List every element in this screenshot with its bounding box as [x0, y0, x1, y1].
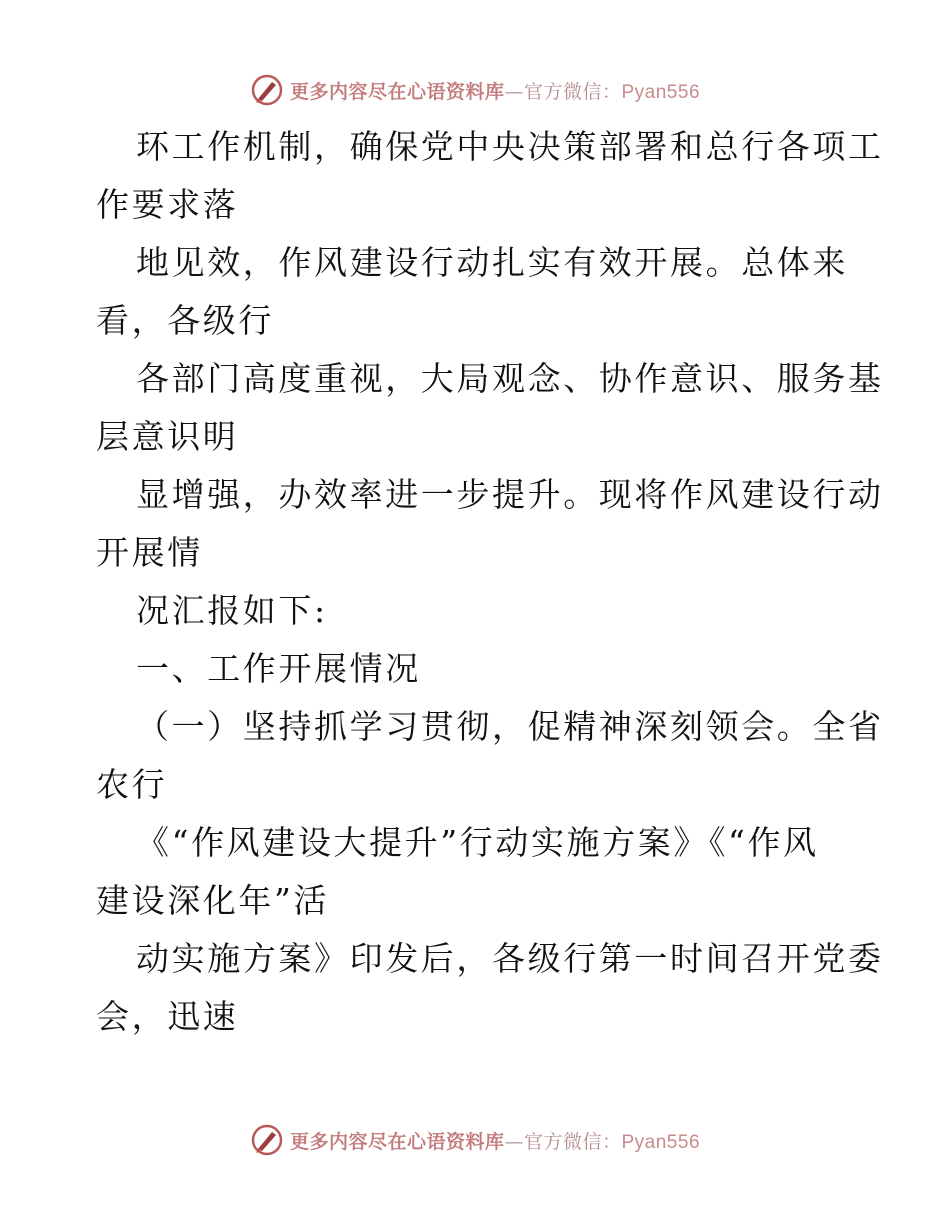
text-line: 各部门高度重视，大局观念、协作意识、服务基 [136, 359, 884, 398]
text-line: 会，迅速 [96, 997, 239, 1036]
text-line: 开展情 [96, 533, 203, 572]
document-body [96, 118, 884, 1046]
pen-logo-icon [250, 73, 284, 107]
text-line: 农行 [96, 765, 168, 804]
text-line: 《“作风建设大提升”行动实施方案》《“作风 [136, 823, 819, 862]
watermark-text [290, 77, 700, 104]
watermark-separator: — [504, 1130, 524, 1153]
watermark-brand: 更多内容尽在心语资料库 [289, 80, 505, 103]
footer-watermark [0, 1120, 950, 1160]
text-line: （一）坚持抓学习贯彻，促精神深刻领会。全省 [136, 707, 884, 746]
watermark-label: 官方微信： [523, 1130, 622, 1153]
text-line: 层意识明 [96, 417, 239, 456]
text-line: 动实施方案》印发后，各级行第一时间召开党委 [136, 939, 884, 978]
text-line: 环工作机制，确保党中央决策部署和总行各项工 [136, 127, 884, 166]
watermark-wechat-id: Pyan556 [621, 81, 701, 103]
watermark-brand: 更多内容尽在心语资料库 [289, 1130, 505, 1153]
header-watermark [0, 70, 950, 110]
section-heading: 一、工作开展情况 [136, 649, 421, 688]
watermark-separator: — [504, 80, 524, 103]
text-line: 地见效，作风建设行动扎实有效开展。总体来 [136, 243, 848, 282]
pen-logo-icon [250, 1123, 284, 1157]
text-line: 显增强，办效率进一步提升。现将作风建设行动 [136, 475, 884, 514]
text-line: 况汇报如下: [136, 591, 328, 630]
watermark-wechat-id: Pyan556 [621, 1131, 701, 1153]
watermark-label: 官方微信： [523, 80, 622, 103]
text-line: 作要求落 [96, 185, 239, 224]
text-line: 看，各级行 [96, 301, 274, 340]
watermark-text [290, 1127, 700, 1154]
text-line: 建设深化年”活 [96, 881, 330, 920]
